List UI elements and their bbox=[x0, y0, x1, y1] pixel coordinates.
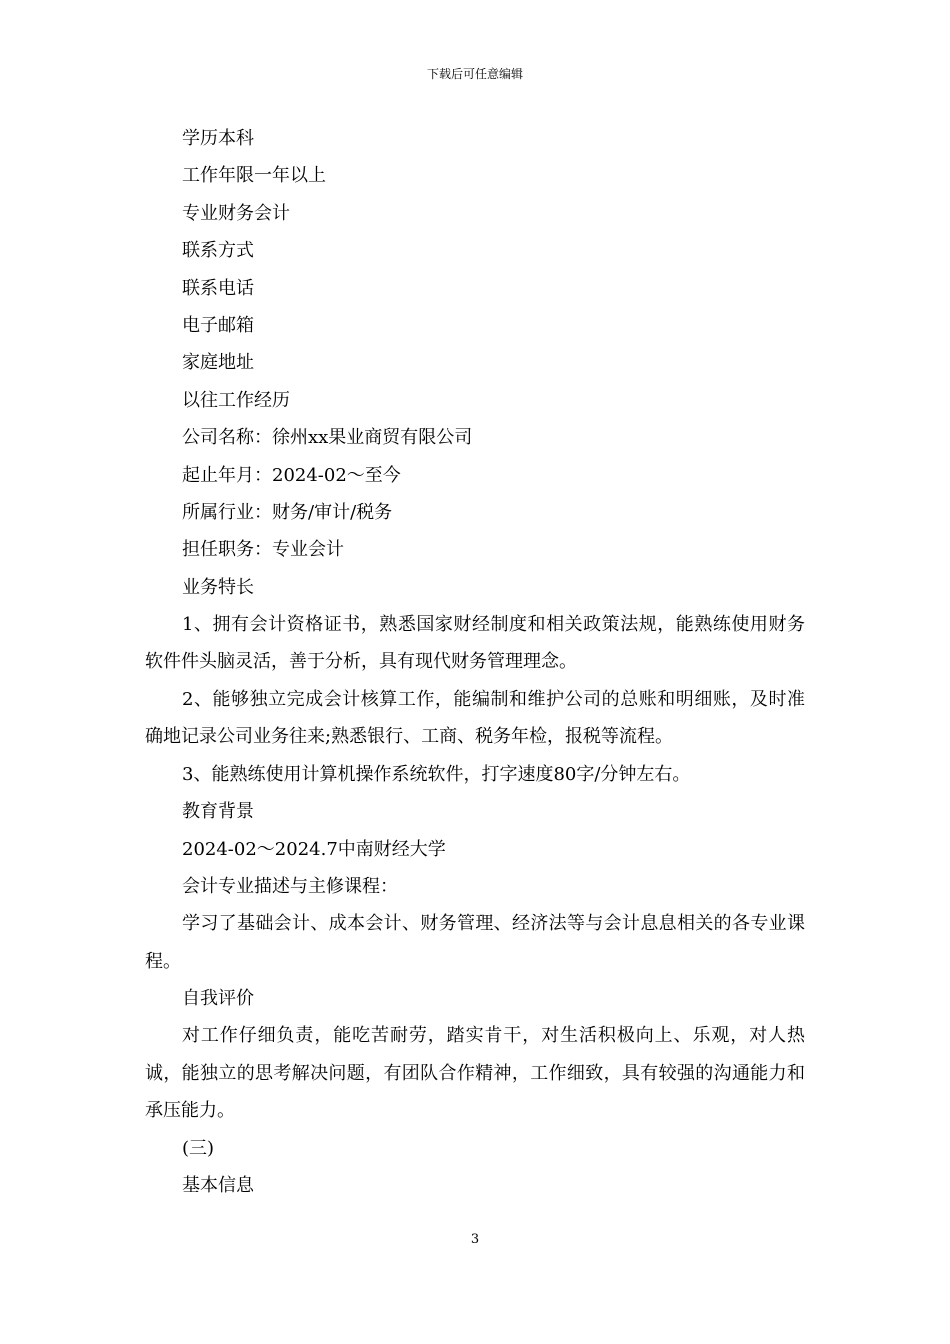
document-body bbox=[145, 120, 805, 1204]
major: 专业财务会计 bbox=[182, 202, 290, 224]
employment-period: 起止年月：2024-02～至今 bbox=[182, 464, 401, 486]
specialty-item: 2、能够独立完成会计核算工作，能编制和维护公司的总账和明细账，及时准确地记录公司业务往来;熟悉银行、工商、税务年检，报税等流程。 bbox=[145, 688, 805, 748]
contact-heading: 联系方式 bbox=[182, 240, 254, 262]
courses-heading: 会计专业描述与主修课程： bbox=[182, 875, 398, 897]
position: 担任职务：专业会计 bbox=[182, 539, 344, 561]
specialties-heading: 业务特长 bbox=[182, 576, 254, 598]
specialty-item: 3、能熟练使用计算机操作系统软件，打字速度80字/分钟左右。 bbox=[182, 763, 691, 785]
education-heading: 教育背景 bbox=[182, 801, 254, 823]
specialty-item: 1、拥有会计资格证书，熟悉国家财经制度和相关政策法规，能熟练使用财务软件件头脑灵活，善于分析，具有现代财务管理理念。 bbox=[145, 614, 805, 673]
basic-info-heading: 基本信息 bbox=[182, 1175, 254, 1197]
education-period: 2024-02～2024.7中南财经大学 bbox=[182, 838, 446, 860]
page-number: 3 bbox=[470, 1232, 480, 1247]
contact-email: 电子邮箱 bbox=[182, 314, 254, 336]
contact-phone: 联系电话 bbox=[182, 277, 254, 299]
section-label: (三) bbox=[182, 1137, 215, 1159]
work-years: 工作年限一年以上 bbox=[182, 165, 326, 187]
work-history-heading: 以往工作经历 bbox=[182, 389, 290, 411]
courses-description: 学习了基础会计、成本会计、财务管理、经济法等与会计息息相关的各专业课程。 bbox=[145, 913, 805, 972]
education-level: 学历本科 bbox=[182, 128, 254, 149]
home-address: 家庭地址 bbox=[182, 352, 254, 374]
self-evaluation-text: 对工作仔细负责，能吃苦耐劳，踏实肯干，对生活积极向上、乐观，对人热诚，能独立的思考解决问题，有团队合作精神，工作细致，具有较强的沟通能力和承压能力。 bbox=[145, 1025, 805, 1122]
page-header: 下载后可任意编辑 bbox=[426, 67, 523, 81]
self-evaluation-heading: 自我评价 bbox=[182, 988, 254, 1010]
company-name: 公司名称：徐州xx果业商贸有限公司 bbox=[182, 427, 473, 449]
industry: 所属行业：财务/审计/税务 bbox=[182, 501, 393, 523]
